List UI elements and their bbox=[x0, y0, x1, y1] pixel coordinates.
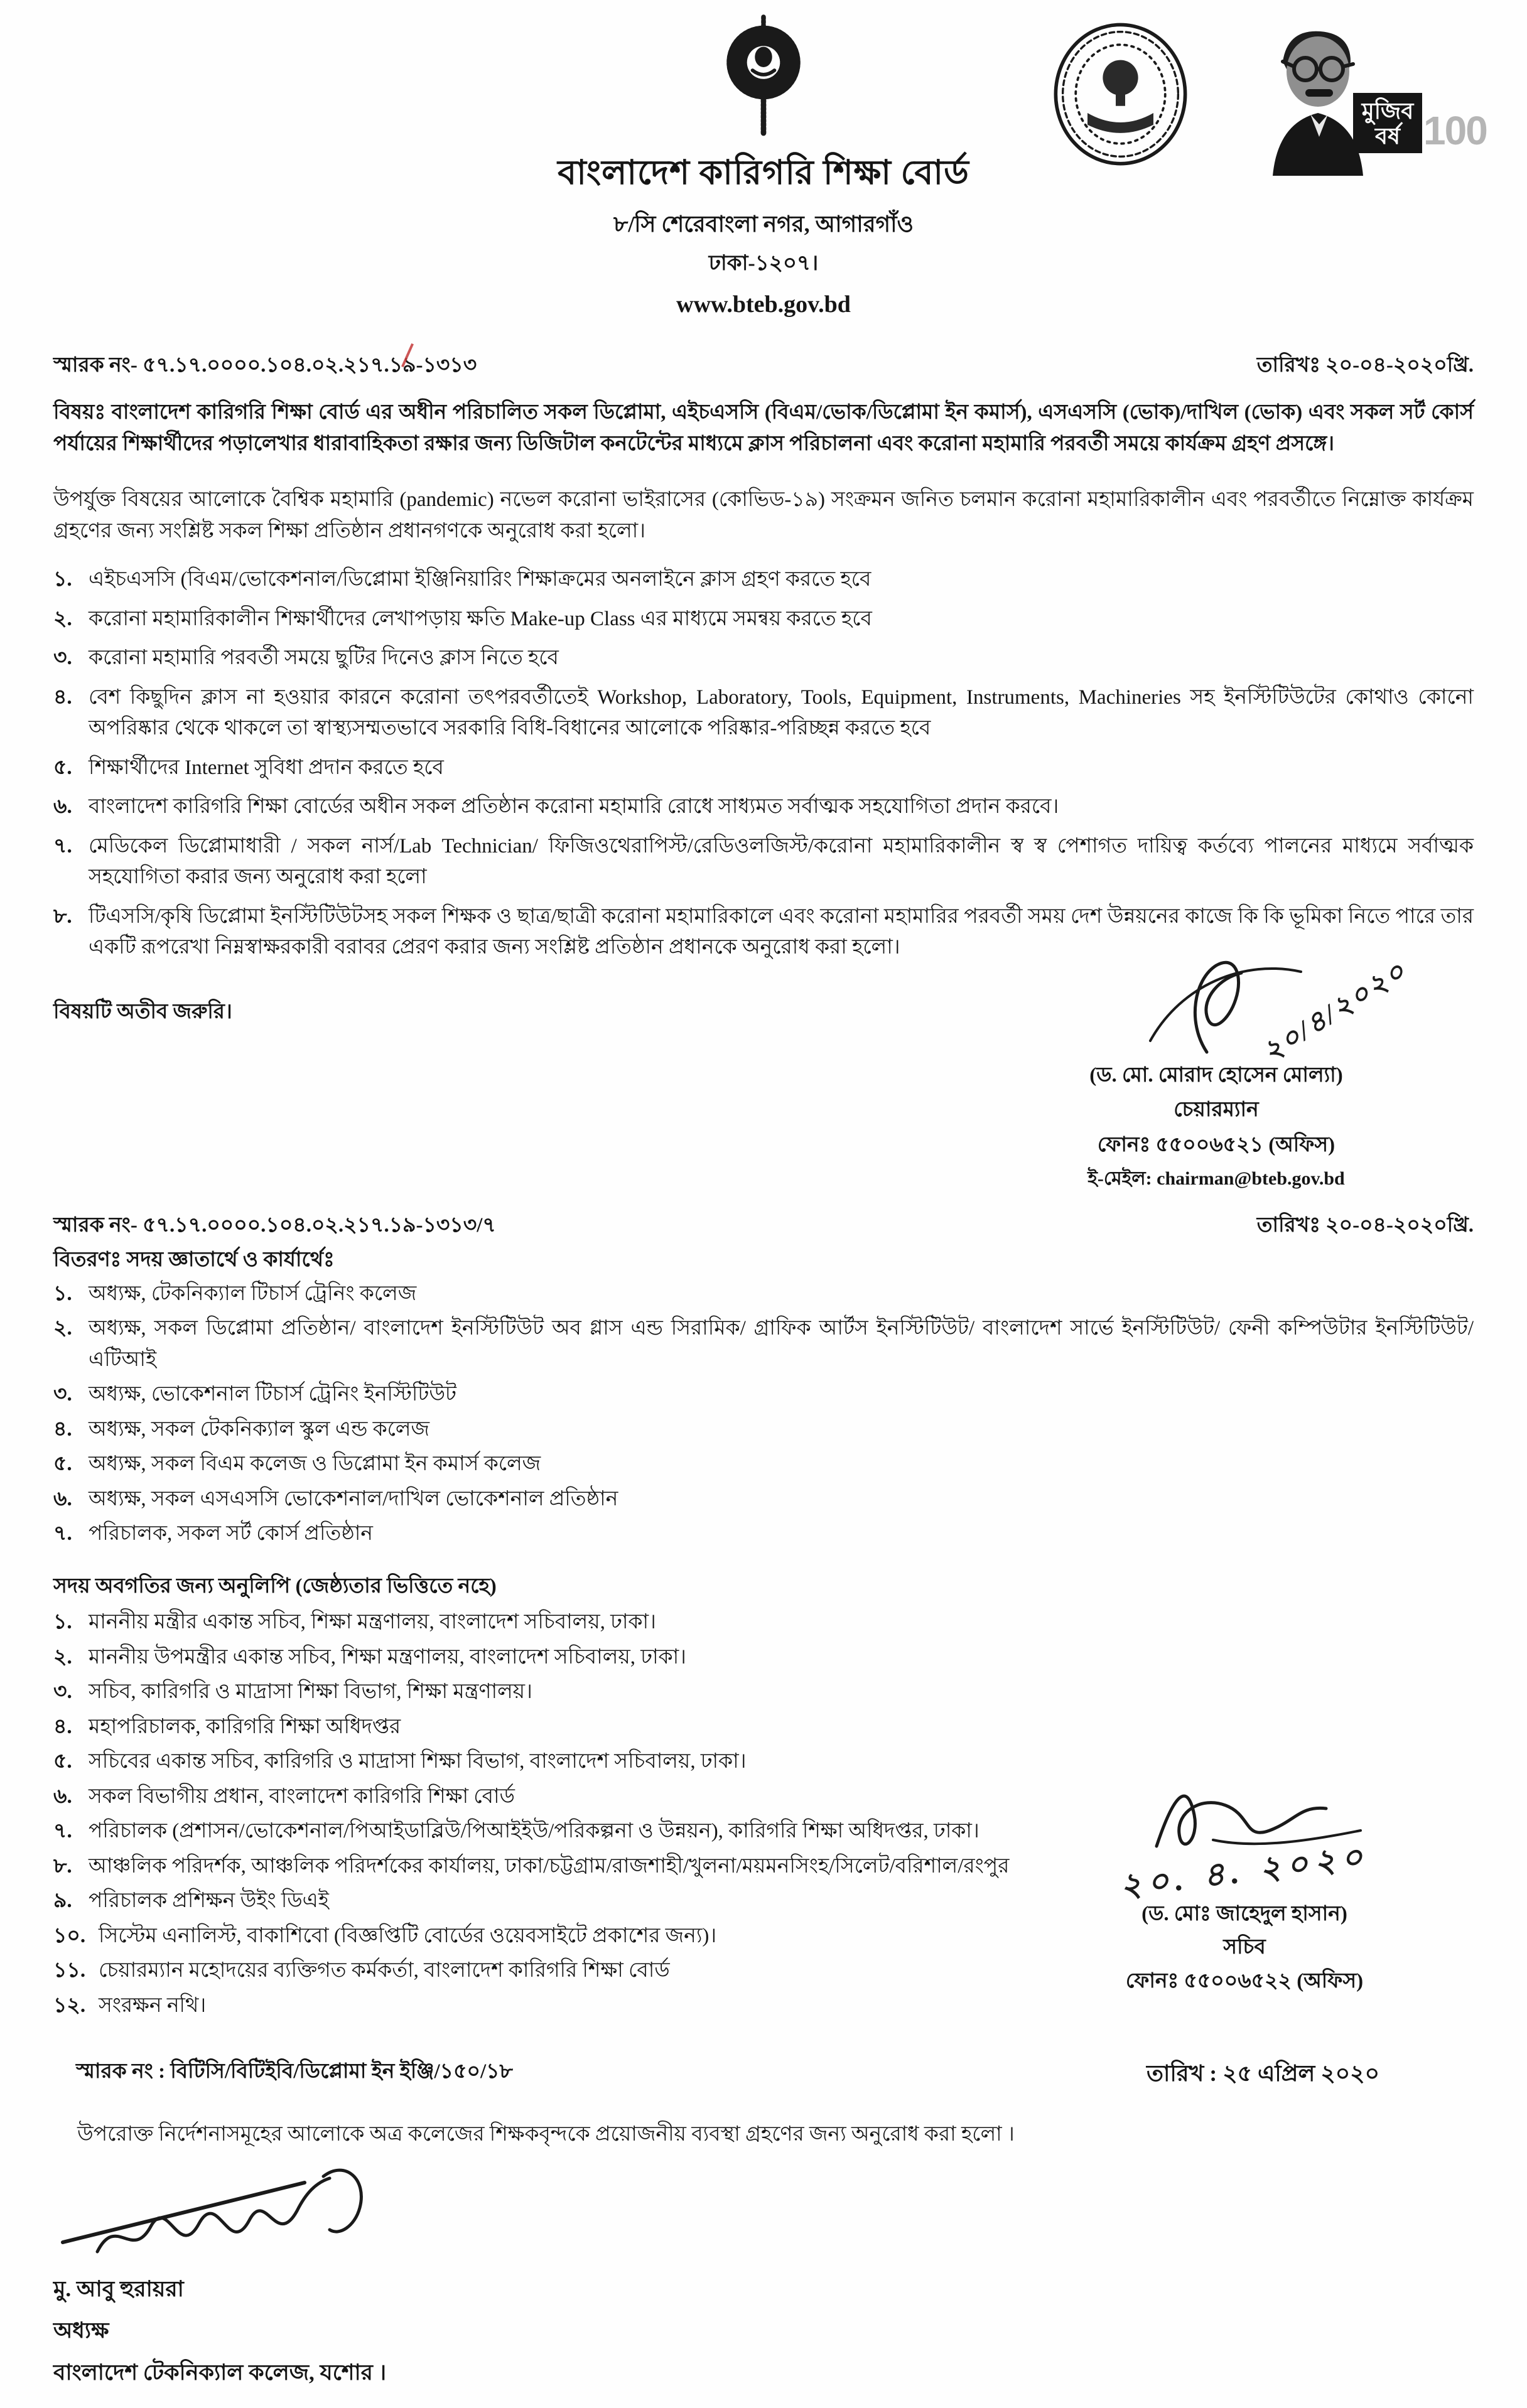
mujib-borsho-text: মুজিব বর্ষ bbox=[1353, 93, 1422, 153]
mujib-borsho-100-logo bbox=[1235, 19, 1487, 176]
subject-line: বিষয়ঃ বাংলাদেশ কারিগরি শিক্ষা বোর্ড এর অধীন পরিচালিত সকল ডিপ্লোমা, এইচএসসি (বিএম/ভোক/ডিপ্লোমা ইন কমার্স), এসএসসি (ভোক)/দাখিল (ভোক) এবং সকল সর্ট কোর্স পর্যায়ের শিক্ষার্থীদের পড়ালেখার ধারাবাহিকতা রক্ষার জন্য ডিজিটাল কনটেন্টের মাধ্যমে ক্লাস পরিচালনা এবং করোনা মহামারি পরবর্তী সময়ে কার্যক্রম গ্রহণ প্রসঙ্গে। bbox=[53, 401, 1474, 455]
principal-org: বাংলাদেশ টেকনিক্যাল কলেজ, যশোর । bbox=[53, 2360, 387, 2385]
intro-paragraph: উপর্যুক্ত বিষয়ের আলোকে বৈশ্বিক মহামারি (pandemic) নভেল করোনা ভাইরাসের (কোভিড-১৯) সংক্রমন জনিত চলমান করোনা মহামারিকালীন এবং পরবর্তীতে নিম্নোক্ত কার্যক্রম গ্রহণের জন্য সংশ্লিষ্ট সকল শিক্ষা প্রতিষ্ঠান প্রধানগণকে অনুরোধ করা হলো। bbox=[53, 488, 1474, 542]
closing-paragraph: উপরোক্ত নির্দেশনাসমূহের আলোকে অত্র কলেজের শিক্ষকবৃন্দকে প্রয়োজনীয় ব্যবস্থা গ্রহণের জন্য অনুরোধ করা হলো । bbox=[77, 2123, 1015, 2146]
directive-item: ৬. বাংলাদেশ কারিগরি শিক্ষা বোর্ডের অধীন সকল প্রতিষ্ঠান করোনা মহামারি রোধে সাধ্যমত সর্বাত্মক সহযোগিতা প্রদান করবে। bbox=[53, 795, 1059, 818]
principal-signature-scribble bbox=[53, 2154, 1474, 2264]
secretary-handwritten-date: ২০. ৪. ২০২০ bbox=[1118, 1838, 1371, 1905]
mujib-100-text: 100 bbox=[1423, 108, 1487, 153]
org-website: www.bteb.gov.bd bbox=[676, 291, 851, 318]
distribution-list bbox=[53, 1279, 1474, 1550]
chairman-name: (ড. মো. মোরাদ হোসেন মোল্যা) bbox=[1089, 1063, 1343, 1087]
copy-item: ৭. পরিচালক (প্রশাসন/ভোকেশনাল/পিআইডাব্লিউ/পিআইইউ/পরিকল্পনা ও উন্নয়ন), কারিগরি শিক্ষা অধিদপ্তর, ঢাকা। bbox=[53, 1820, 979, 1842]
org-name: বাংলাদেশ কারিগরি শিক্ষা বোর্ড bbox=[558, 153, 969, 191]
memo2-date: তারিখঃ ২০-০৪-২০২০খ্রি. bbox=[1256, 1213, 1474, 1237]
secretary-title: সচিব bbox=[1223, 1936, 1266, 1959]
memo2-number: স্মারক নং- ৫৭.১৭.০০০০.১০৪.০২.২১৭.১৯-১৩১৩/৭ bbox=[53, 1213, 496, 1237]
distribution-item: ২. অধ্যক্ষ, সকল ডিপ্লোমা প্রতিষ্ঠান/ বাংলাদেশ ইনস্টিটিউট অব গ্লাস এন্ড সিরামিক/ গ্রাফিক আর্টস ইনস্টিটিউট/ বাংলাদেশ সার্ভে ইনস্টিটিউট/ ফেনী কম্পিউটার ইনস্টিটিউট/ এটিআই bbox=[53, 1317, 1474, 1371]
principal-title: অধ্যক্ষ bbox=[53, 2318, 109, 2343]
copy-item: ১১. চেয়ারম্যান মহোদয়ের ব্যক্তিগত কর্মকর্তা, বাংলাদেশ কারিগরি শিক্ষা বোর্ড bbox=[53, 1959, 670, 1982]
distribution-item: ৪. অধ্যক্ষ, সকল টেকনিক্যাল স্কুল এন্ড কলেজ bbox=[53, 1417, 430, 1441]
secretary-block bbox=[1050, 1771, 1439, 1997]
memo2-row bbox=[53, 1210, 1474, 1242]
memo3-date: তারিখ : ২৫ এপ্রিল ২০২০ bbox=[1147, 2061, 1379, 2086]
letterhead bbox=[53, 14, 1487, 323]
memo1-row bbox=[53, 350, 1474, 382]
principal-block bbox=[53, 2154, 1474, 2390]
chairman-email: ই-মেইল: chairman@bteb.gov.bd bbox=[1087, 1168, 1345, 1189]
distribution-item: ৫. অধ্যক্ষ, সকল বিএম কলেজ ও ডিপ্লোমা ইন কমার্স কলেজ bbox=[53, 1453, 541, 1475]
copy-item: ৯. পরিচালক প্রশিক্ষন উইং ডিএই bbox=[53, 1889, 329, 1912]
directive-item: ৮. টিএসসি/কৃষি ডিপ্লোমা ইনস্টিটিউটসহ সকল শিক্ষক ও ছাত্র/ছাত্রী করোনা মহামারিকালে এবং করোনা মহামারির পরবর্তী সময় দেশ উন্নয়নের কাজে কি কি ভূমিকা নিতে পারে তার একটি রূপরেখা নিম্নস্বাক্ষরকারী বরাবর প্রেরণ করার জন্য সংশ্লিষ্ট প্রতিষ্ঠান প্রধানকে অনুরোধ করা হলো। bbox=[53, 905, 1474, 959]
distribution-item: ৬. অধ্যক্ষ, সকল এসএসসি ভোকেশনাল/দাখিল ভোকেশনাল প্রতিষ্ঠান bbox=[53, 1487, 618, 1510]
directive-item: ১. এইচএসসি (বিএম/ভোকেশনাল/ডিপ্লোমা ইঞ্জিনিয়ারিং শিক্ষাক্রমের অনলাইনে ক্লাস গ্রহণ করতে হবে bbox=[53, 568, 871, 591]
distribution-item: ৭. পরিচালক, সকল সর্ট কোর্স প্রতিষ্ঠান bbox=[53, 1522, 373, 1545]
copy-item: ২. মাননীয় উপমন্ত্রীর একান্ত সচিব, শিক্ষা মন্ত্রণালয়, বাংলাদেশ সচিবালয়, ঢাকা। bbox=[53, 1645, 686, 1669]
header-right-logos bbox=[1050, 19, 1487, 180]
chairman-phone: ফোনঃ ৫৫০০৬৫২১ (অফিস) bbox=[1097, 1133, 1335, 1156]
copy-item: ৬. সকল বিভাগীয় প্রধান, বাংলাদেশ কারিগরি শিক্ষা বোর্ড bbox=[53, 1785, 515, 1808]
copy-item: ৩. সচিব, কারিগরি ও মাদ্রাসা শিক্ষা বিভাগ, শিক্ষা মন্ত্রণালয়। bbox=[53, 1680, 532, 1703]
copy-item: ১০. সিস্টেম এনালিস্ট, বাকাশিবো (বিজ্ঞপ্তিটি বোর্ডের ওয়েবসাইটে প্রকাশের জন্য)। bbox=[53, 1924, 717, 1947]
copies-heading: সদয় অবগতির জন্য অনুলিপি (জেষ্ঠ্যতার ভিত্তিতে নহে) bbox=[53, 1574, 497, 1598]
copy-item: ১. মাননীয় মন্ত্রীর একান্ত সচিব, শিক্ষা মন্ত্রণালয়, বাংলাদেশ সচিবালয়, ঢাকা। bbox=[53, 1611, 656, 1633]
secretary-name: (ড. মোঃ জাহেদুল হাসান) bbox=[1141, 1902, 1347, 1925]
memo1-number: স্মারক নং- ৫৭.১৭.০০০০.১০৪.০২.২১৭.১৯-১৩১৩ bbox=[53, 353, 477, 377]
memo3-row bbox=[53, 2056, 1474, 2090]
org-address-line1: ৮/সি শেরেবাংলা নগর, আগারগাঁও bbox=[613, 211, 914, 237]
principal-name: মু. আবু হুরায়রা bbox=[53, 2276, 184, 2301]
directive-item: ৭. মেডিকেল ডিপ্লোমাধারী / সকল নার্স/Lab Technician/ ফিজিওথেরাপিস্ট/রেডিওলজিস্ট/করোনা মহামারিকালীন স্ব স্ব পেশাগত দায়িত্ব কর্তব্যে পালনের মাধ্যমে সর্বাত্মক সহযোগিতা করার জন্য অনুরোধ করা হলো bbox=[53, 834, 1474, 888]
copy-item: ১২. সংরক্ষন নথি। bbox=[53, 1994, 207, 2017]
bteb-starburst-seal-icon bbox=[716, 14, 811, 146]
directive-item: ৫. শিক্ষার্থীদের Internet সুবিধা প্রদান করতে হবে bbox=[53, 756, 444, 779]
secretary-phone: ফোনঃ ৫৫০০৬৫২২ (অফিস) bbox=[1125, 1969, 1364, 1992]
memo3-number: স্মারক নং : বিটিসি/বিটিইবি/ডিপ্লোমা ইন ইঞ্জি/১৫০/১৮ bbox=[76, 2060, 513, 2083]
directive-item: ২. করোনা মহামারিকালীন শিক্ষার্থীদের লেখাপড়ায় ক্ষতি Make-up Class এর মাধ্যমে সমন্বয় করতে হবে bbox=[53, 607, 872, 630]
copy-item: ৫. সচিবের একান্ত সচিব, কারিগরি ও মাদ্রাসা শিক্ষা বিভাগ, বাংলাদেশ সচিবালয়, ঢাকা। bbox=[53, 1750, 747, 1773]
directives-list bbox=[53, 564, 1474, 964]
chairman-title: চেয়ারম্যান bbox=[1174, 1099, 1259, 1121]
chairman-signature-area bbox=[53, 954, 1474, 1198]
distribution-item: ১. অধ্যক্ষ, টেকনিক্যাল টিচার্স ট্রেনিং কলেজ bbox=[53, 1282, 417, 1305]
board-round-emblem-icon bbox=[1050, 19, 1191, 180]
org-address-line2: ঢাকা-১২০৭। bbox=[708, 251, 819, 275]
directive-item: ৪. বেশ কিছুদিন ক্লাস না হওয়ার কারনে করোনা তৎপরবর্তীতেই Workshop, Laboratory, Tools, Equipment, Instruments, Machineries সহ ইনস্টিটিউটের কোথাও কোনো অপরিষ্কার থেকে থাকলে তা স্বাস্থ্যসম্মতভাবে সরকারি বিধি-বিধানের আলোকে পরিষ্কার-পরিচ্ছন্ন করতে হবে bbox=[53, 685, 1474, 739]
copy-item: ৮. আঞ্চলিক পরিদর্শক, আঞ্চলিক পরিদর্শকের কার্যালয়, ঢাকা/চট্টগ্রাম/রাজশাহী/খুলনা/ময়মনসিংহ/সিলেট/বরিশাল/রংপুর bbox=[53, 1854, 1010, 1878]
memo1-date: তারিখঃ ২০-০৪-২০২০খ্রি. bbox=[1256, 353, 1474, 377]
copies-section bbox=[53, 1571, 1474, 2022]
distribution-item: ৩. অধ্যক্ষ, ভোকেশনাল টিচার্স ট্রেনিং ইনস্টিটিউট bbox=[53, 1383, 457, 1406]
urgent-note: বিষয়টি অতীব জরুরি। bbox=[53, 1000, 232, 1023]
directive-item: ৩. করোনা মহামারি পরবর্তী সময়ে ছুটির দিনেও ক্লাস নিতে হবে bbox=[53, 647, 559, 669]
copy-item: ৪. মহাপরিচালক, কারিগরি শিক্ষা অধিদপ্তর bbox=[53, 1715, 401, 1738]
distribution-heading: বিতরণঃ সদয় জ্ঞাতার্থে ও কার্যার্থেঃ bbox=[53, 1249, 335, 1271]
chairman-handwritten-date: ২০/৪/২০২০ bbox=[1257, 954, 1413, 1067]
chairman-block bbox=[978, 947, 1455, 1193]
